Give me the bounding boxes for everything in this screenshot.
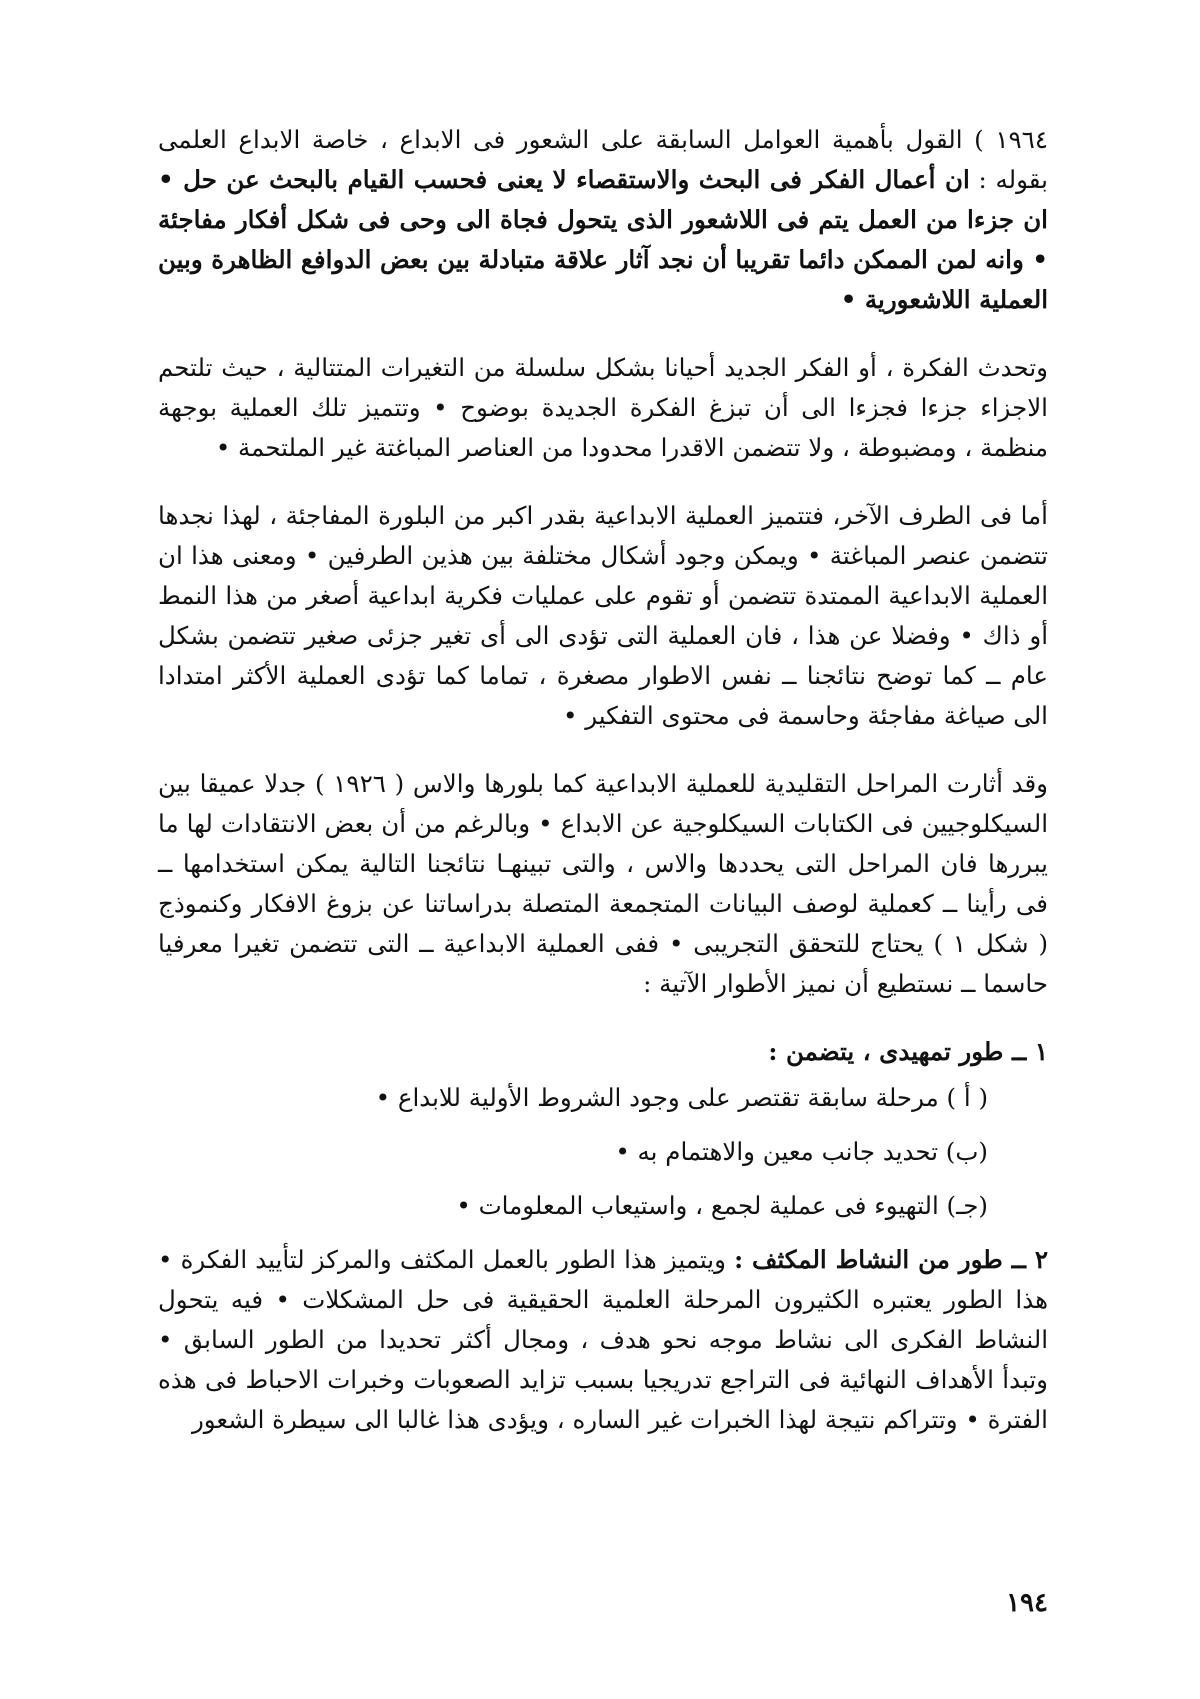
list-item: (جـ) التهيوء فى عملية لجمع ، واستيعاب المعلومات • [456, 1191, 988, 1220]
paragraph-4: وقد أثارت المراحل التقليدية للعملية الابداعية كما بلورها والاس ( ١٩٢٦ ) جدلا عميقا بين السيكلوجيين فى الكتابات السيكلوجية عن الابداع • وبالرغم من أن بعض الانتقادات لها ما يبررها فان المراحل التى يحددها والاس ، والتى تبينهـا نتائجنا التالية يمكن استخدامها ــ فى رأينا ــ كعملية لوصف البيانات المتجمعة المتصلة بدراساتنا عن بزوغ الافكار وكنموذج ( شكل ١ ) يحتاج للتحقق التجريبى • ففى العملية الابداعية ــ التى تتضمن تغيرا معرفيا حاسما ــ نستطيع أن نميز الأطوار الآتية : [158, 769, 1049, 998]
stage-2-paragraph [158, 1240, 1048, 1440]
stage-2-text: ويتميز هذا الطور بالعمل المكثف والمركز لتأييد الفكرة • هذا الطور يعتبره الكثيرون المرحلة العلمية الحقيقية فى حل المشكلات • فيه يتحول النشاط الفكرى الى نشاط موجه نحو هدف ، ومجال أكثر تحديدا من الطور السابق • وتبدأ الأهداف النهائية فى التراجع تدريجيا بسبب تزايد الصعوبات وخبرات الاحباط فى هذه الفترة • وتتراكم نتيجة لهذا الخبرات غير الساره ، ويؤدى هذا غالبا الى سيطرة الشعور [158, 1245, 1048, 1434]
list-item: ( أ ) مرحلة سابقة تقتصر على وجود الشروط الأولية للابداع • [375, 1083, 988, 1112]
stage-2-heading: ٢ ــ طور من النشاط المكثف : [734, 1245, 1049, 1274]
paragraph-1-bold-quote: ان أعمال الفكر فى البحث والاستقصاء لا يعنى فحسب القيام بالبحث عن حل • ان جزءا من العمل يتم فى اللاشعور الذى يتحول فجاة الى وحى فى شكل أفكار مفاجئة • وانه لمن الممكن دائما تقريبا أن نجد آثار علاقة متبادلة بين بعض الدوافع الظاهرة وبين العملية اللاشعورية • [158, 165, 1048, 314]
paragraph-2: وتحدث الفكرة ، أو الفكر الجديد أحيانا بشكل سلسلة من التغيرات المتتالية ، حيث تلتحم الاجزاء جزءا فجزءا الى أن تبزغ الفكرة الجديدة بوضوح • وتتميز تلك العملية بوجهة منظمة ، ومضبوطة ، ولا تتضمن الاقدرا محدودا من العناصر المباغتة غير الملتحمة • [158, 353, 1048, 462]
paragraph-1 [158, 120, 1048, 320]
paragraph-1-text: ١٩٦٤ ) القول بأهمية العوامل السابقة على الشعور فى الابداع ، خاصة الابداع العلمى بقوله : [158, 125, 1048, 194]
page-number: ١٩٤ [1006, 1588, 1048, 1618]
stage-1-heading: ١ ــ طور تمهيدى ، يتضمن : [768, 1037, 1048, 1066]
list-item: (ب) تحديد جانب معين والاهتمام به • [615, 1137, 988, 1166]
paragraph-3: أما فى الطرف الآخر، فتتميز العملية الابداعية بقدر اكبر من البلورة المفاجئة ، لهذا نجدها تتضمن عنصر المباغتة • ويمكن وجود أشكال مختلفة بين هذين الطرفين • ومعنى هذا ان العملية الابداعية الممتدة تتضمن أو تقوم على عمليات فكرية ابداعية أصغر من هذا النمط أو ذاك • وفضلا عن هذا ، فان العملية التى تؤدى الى أى تغير جزئى صغير تتضمن بشكل عام ــ كما توضح نتائجنا ــ نفس الاطوار مصغرة ، تماما كما تؤدى العملية الأكثر امتدادا الى صياغة مفاجئة وحاسمة فى محتوى التفكير • [158, 501, 1048, 730]
stage-1-list [158, 1078, 1048, 1226]
page-body [158, 120, 1048, 1468]
